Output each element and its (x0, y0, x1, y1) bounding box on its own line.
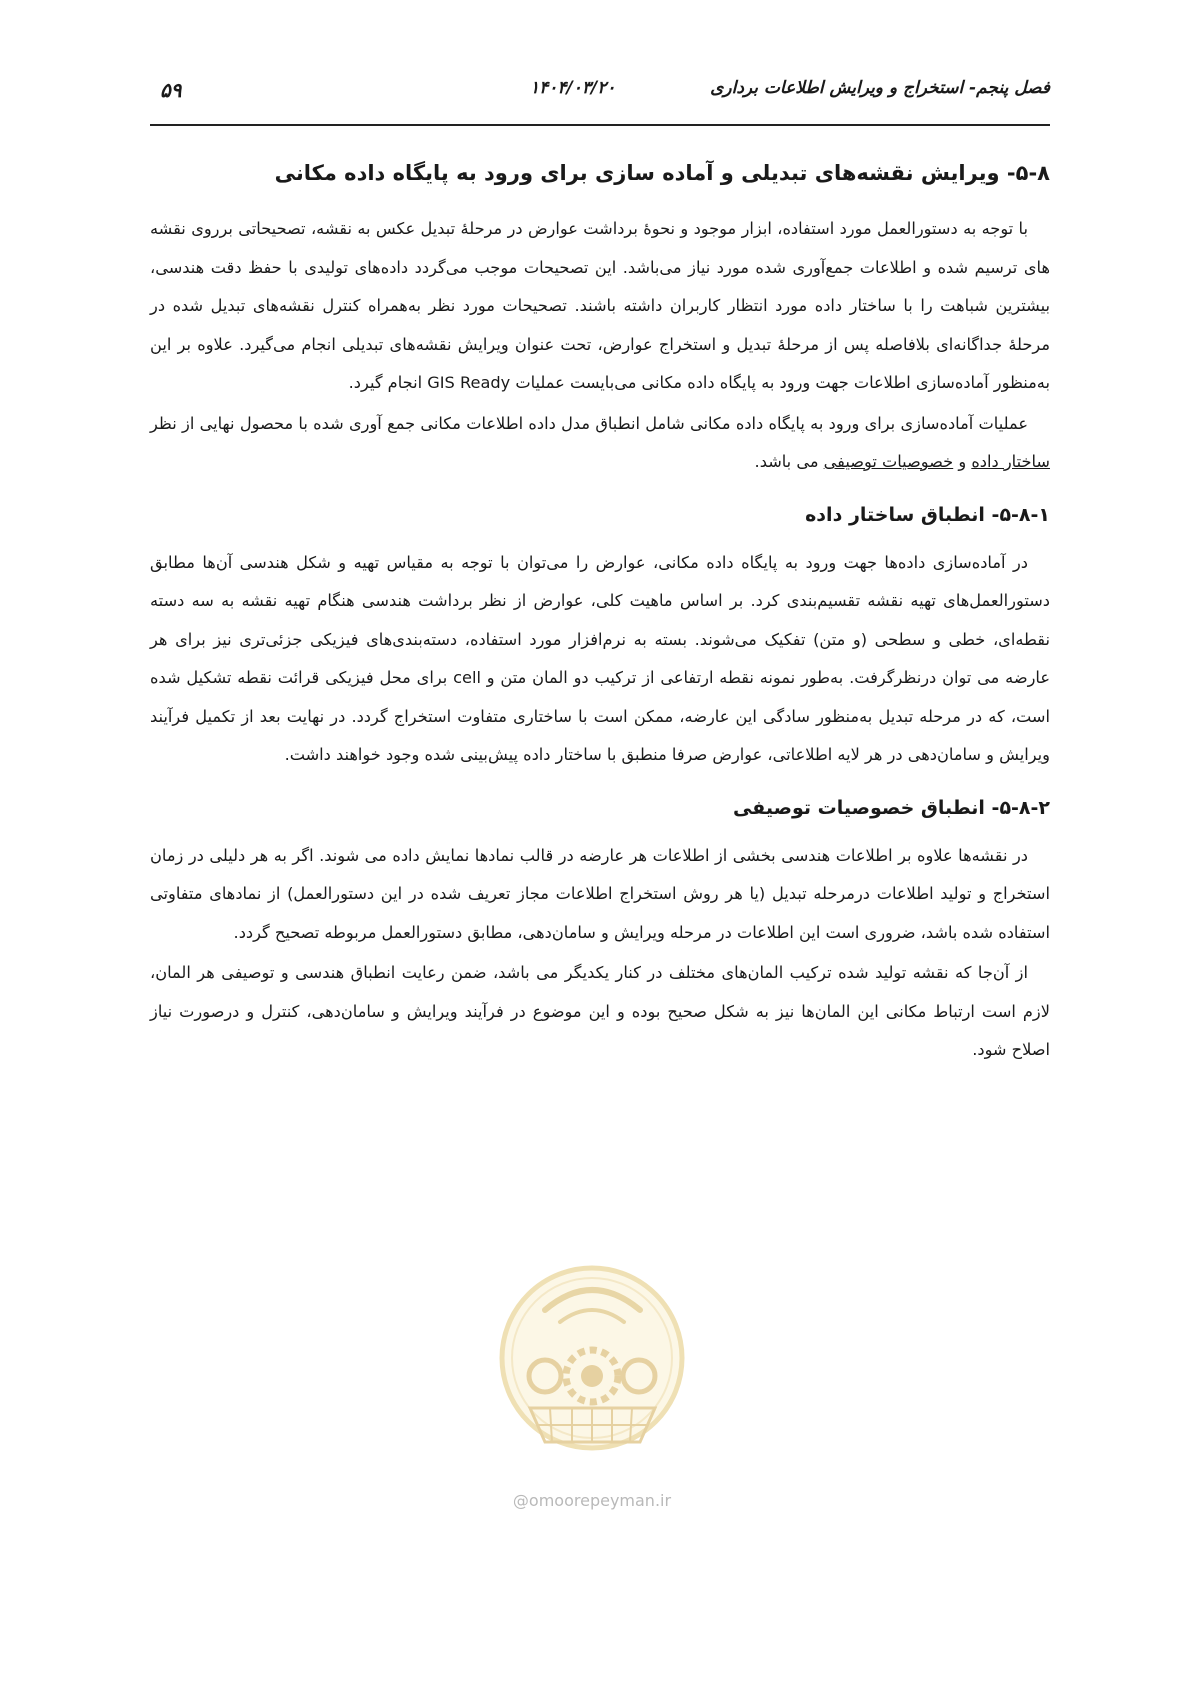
watermark-seal-icon (490, 1258, 695, 1520)
watermark-logo (490, 1258, 695, 1520)
paragraph: از آن‌جا که نقشه تولید شده ترکیب المان‌های مختلف در کنار یکدیگر می باشد، ضمن رعایت انطباق هندسی و توصیفی هر المان، لازم است ارتباط مکانی این المان‌ها نیز به شکل صحیح بوده و این موضوع در فرآیند ویرایش و سامان‌دهی، کنترل و درصورت نیاز اصلاح شود. (150, 963, 1050, 1059)
section-heading: ۵-۸- ویرایش نقشه‌های تبدیلی و آماده سازی برای ورود به پایگاه داده مکانی (274, 161, 1050, 185)
paragraph-text: می باشد. (754, 452, 824, 471)
header-date: ۱۴۰۴/۰۳/۲۰ (530, 78, 616, 98)
underlined-term-descriptive-attributes: خصوصیات توصیفی (823, 452, 954, 471)
subsection-heading: ۵-۸-۱- انطباق ساختار داده (805, 503, 1050, 526)
page-content (150, 146, 1050, 1072)
paragraph: در آماده‌سازی داده‌ها جهت ورود به پایگاه داده مکانی، عوارض را می‌توان با توجه به مقیاس تهیه و شکل هندسی آن‌ها مطابق دستورالعمل‌های تهیه نقشه تقسیم‌بندی کرد. بر اساس ماهیت کلی، عوارض از نظر برداشت هندسی هنگام تهیه نقشه به سه دسته نقطه‌ای، خطی و سطحی (و متن) تفکیک می‌شوند. بسته به نرم‌افزار مورد استفاده، دسته‌بندی‌های فیزیکی جزئی‌تری نیز برای هر عارضه می توان درنظرگرفت. به‌طور نمونه نقطه ارتفاعی از ترکیب دو المان متن و cell برای محل فیزیکی قرائت نقطه تشکیل شده است، که در مرحله تبدیل به‌منظور سادگی این عارضه، ممکن است با ساختاری متفاوت استخراج گردد. در نهایت بعد از تکمیل فرآیند ویرایش و سامان‌دهی در هر لایه اطلاعاتی، عوارض صرفا منطبق با ساختار داده پیش‌بینی شده وجود خواهند داشت. (150, 552, 1050, 764)
subsection-heading: ۵-۸-۲- انطباق خصوصیات توصیفی (732, 796, 1050, 819)
underlined-term-data-structure: ساختار داده (971, 452, 1050, 471)
chapter-title: فصل پنجم- استخراج و ویرایش اطلاعات برداری (710, 78, 1050, 98)
paragraph: با توجه به دستورالعمل مورد استفاده، ابزار موجود و نحوهٔ برداشت عوارض در مرحلهٔ تبدیل عکس به نقشه، تصحیحاتی برروی نقشه های ترسیم شده و اطلاعات جمع‌آوری شده مورد نیاز می‌باشد. این تصحیحات موجب می‌گردد داده‌های تولیدی با حفظ دقت هندسی، بیشترین شباهت را با ساختار داده مورد انتظار کاربران داشته باشند. تصحیحات مورد نظر به‌همراه کنترل نقشه‌های تبدیل شده در مرحلهٔ جداگانه‌ای بلافاصله پس از مرحلهٔ تبدیل و استخراج عوارض، تحت عنوان ویرایش نقشه‌های تبدیلی انجام می‌گیرد. علاوه بر این به‌منظور آماده‌سازی اطلاعات جهت ورود به پایگاه داده مکانی می‌بایست عملیات GIS Ready انجام گیرد. (150, 219, 1050, 392)
page-number: ۵۹ (160, 78, 182, 102)
paragraph: در نقشه‌ها علاوه بر اطلاعات هندسی بخشی از اطلاعات هر عارضه در قالب نمادها نمایش داده می شوند. اگر به هر دلیلی در زمان استخراج و تولید اطلاعات درمرحله تبدیل (یا هر روش استخراج اطلاعات مجاز تعریف شده در این دستورالعمل) از نمادهای متفاوتی استفاده شده باشد، ضروری است این اطلاعات در مرحله ویرایش و سامان‌دهی، مطابق دستورالعمل مربوطه تصحیح گردد. (150, 845, 1050, 942)
watermark-url: @omoorepeyman.ir (512, 1491, 672, 1510)
paragraph-text: عملیات آماده‌سازی برای ورود به پایگاه داده مکانی شامل انطباق مدل داده اطلاعات مکانی جمع آوری شده با محصول نهایی از نظر (150, 413, 1028, 433)
paragraph-text: و (953, 452, 972, 471)
header-rule (150, 124, 1050, 126)
paragraph (150, 405, 1050, 482)
page-header (150, 78, 1050, 112)
